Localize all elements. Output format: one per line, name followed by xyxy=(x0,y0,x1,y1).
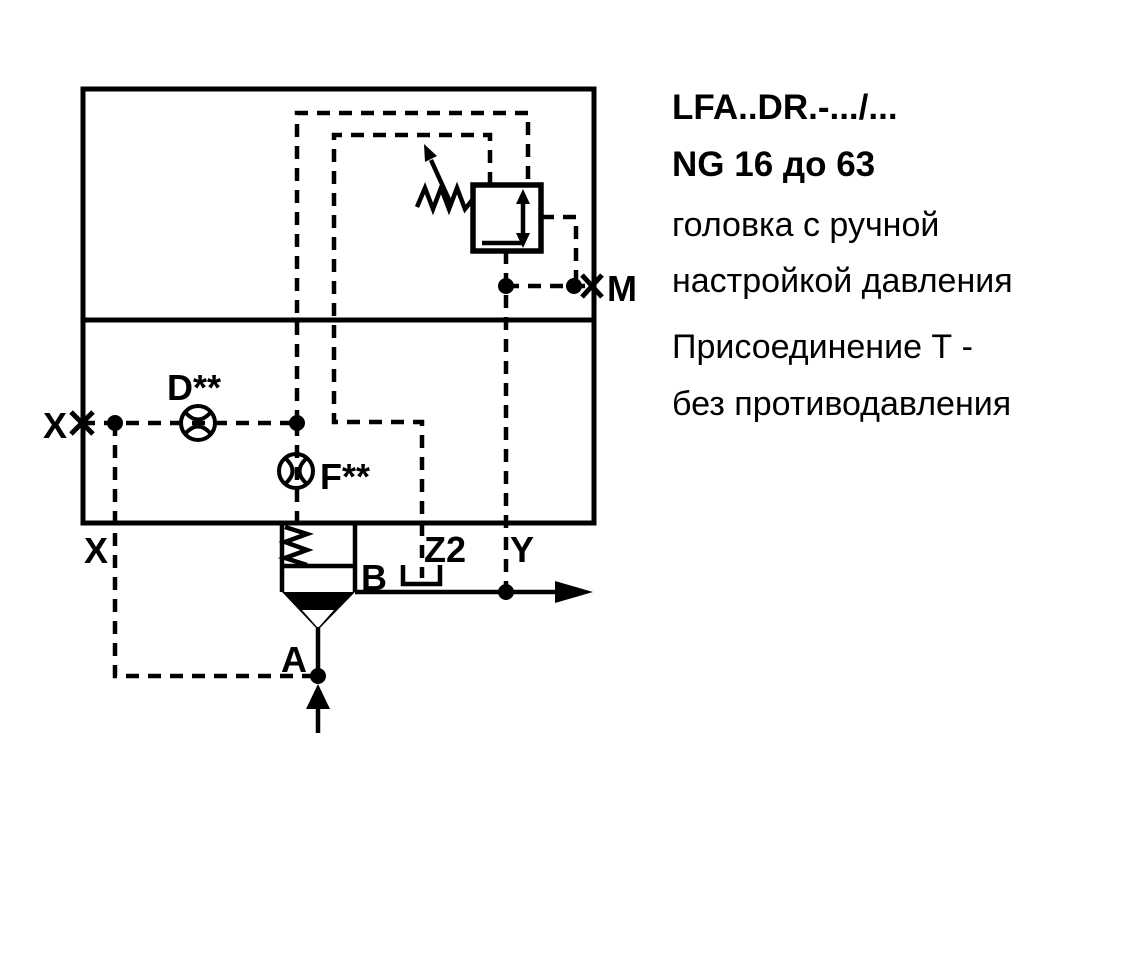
port-plug-markers xyxy=(71,275,602,434)
adjustment-arrow-shaft xyxy=(431,160,451,204)
junction-dot xyxy=(289,415,305,431)
poppet-spring-icon xyxy=(285,527,307,565)
orifice-d-top-arc xyxy=(185,412,211,420)
description-line1: головка с ручной xyxy=(672,206,940,244)
relief-feedback-line xyxy=(541,217,576,286)
model-code-line2: NG 16 до 63 xyxy=(672,145,876,184)
label-orifice-d: D** xyxy=(167,367,222,408)
junction-dot xyxy=(498,278,514,294)
note-line2: без противодавления xyxy=(672,385,1012,423)
poppet-seat-notch xyxy=(302,610,334,628)
adjustment-arrow-head-icon xyxy=(424,144,437,162)
pilot-relief-valve xyxy=(417,144,541,251)
pilot-line-outer xyxy=(297,113,528,423)
schematic-labels xyxy=(43,268,637,680)
label-port-a: A xyxy=(281,639,307,680)
junction-dot xyxy=(498,584,514,600)
label-port-b: B xyxy=(361,557,387,598)
orifice-d-bottom-arc xyxy=(185,427,211,435)
junction-dot xyxy=(310,668,326,684)
pilot-line-z2 xyxy=(334,135,490,578)
label-port-x-lower: X xyxy=(84,530,109,571)
junction-dot xyxy=(566,278,582,294)
junction-dot xyxy=(107,415,123,431)
description-line2: настройкой давления xyxy=(672,262,1013,300)
label-port-x-outer: X xyxy=(43,405,68,446)
b-flow-arrow-icon xyxy=(555,581,593,603)
orifice-f-right-arc xyxy=(300,458,308,484)
label-port-m: M xyxy=(607,268,637,309)
label-port-y: Y xyxy=(510,529,535,570)
label-orifice-f: F** xyxy=(320,456,371,497)
a-flow-arrow-icon xyxy=(306,684,330,709)
model-code-line1: LFA..DR.-.../... xyxy=(672,88,898,127)
note-line1: Присоединение Т - xyxy=(672,328,973,366)
label-port-z2: Z2 xyxy=(424,529,467,570)
orifice-f-left-arc xyxy=(285,458,293,484)
